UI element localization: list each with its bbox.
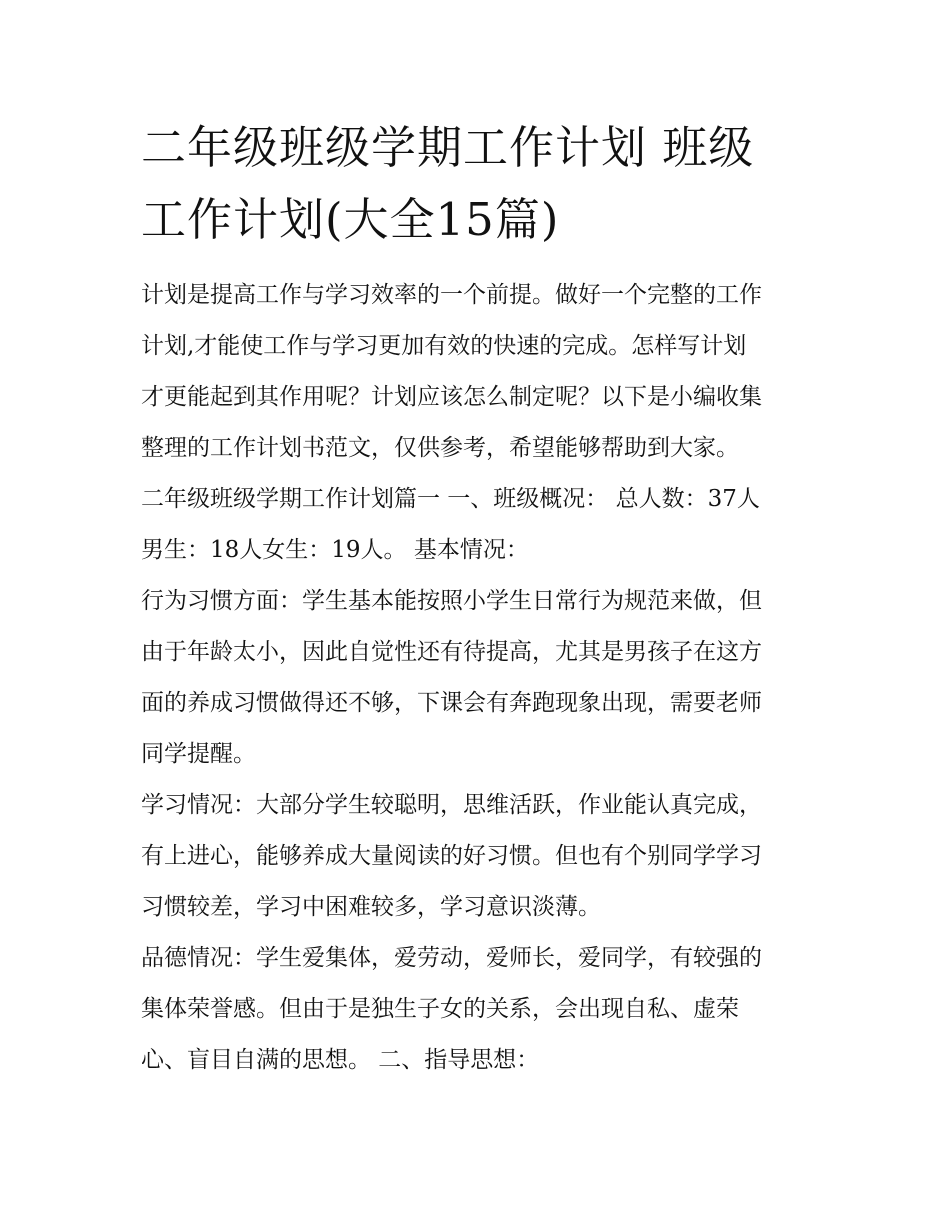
text-line: 计划,才能使工作与学习更加有效的快速的完成。怎样写计划 (141, 333, 747, 359)
text-line: 面的养成习惯做得还不够，下课会有奔跑现象出现，需要老师 (141, 690, 762, 716)
title-line: 工作计划(大全15篇) (141, 193, 560, 246)
text-line: 二年级班级学期工作计划篇一 一、班级概况： 总人数：37人 (141, 486, 760, 512)
study-situation-paragraph (141, 780, 817, 933)
text-line: 有上进心，能够养成大量阅读的好习惯。但也有个别同学学习 (141, 843, 762, 869)
intro-paragraph (141, 270, 817, 474)
text-line: 才更能起到其作用呢？计划应该怎么制定呢？以下是小编收集 (141, 384, 762, 410)
class-overview-paragraph (141, 474, 817, 576)
text-line: 心、盲目自满的思想。 二、指导思想： (141, 1047, 540, 1073)
text-line: 同学提醒。 (141, 741, 256, 767)
text-line: 男生：18人女生：19人。 基本情况： (141, 537, 529, 563)
document-content (141, 112, 817, 1086)
document-title (141, 112, 817, 256)
behavior-habits-paragraph (141, 576, 817, 780)
text-line: 集体荣誉感。但由于是独生子女的关系，会出现自私、虚荣 (141, 996, 739, 1022)
text-line: 计划是提高工作与学习效率的一个前提。做好一个完整的工作 (141, 282, 762, 308)
moral-situation-paragraph (141, 933, 817, 1086)
text-line: 习惯较差，学习中困难较多，学习意识淡薄。 (141, 894, 601, 920)
text-line: 行为习惯方面：学生基本能按照小学生日常行为规范来做，但 (141, 588, 762, 614)
title-line: 二年级班级学期工作计划 班级 (141, 121, 755, 174)
text-line: 整理的工作计划书范文，仅供参考，希望能够帮助到大家。 (141, 435, 739, 461)
text-line: 由于年龄太小，因此自觉性还有待提高，尤其是男孩子在这方 (141, 639, 762, 665)
text-line: 学习情况：大部分学生较聪明，思维活跃，作业能认真完成， (141, 792, 762, 818)
text-line: 品德情况：学生爱集体，爱劳动，爱师长，爱同学，有较强的 (141, 945, 762, 971)
